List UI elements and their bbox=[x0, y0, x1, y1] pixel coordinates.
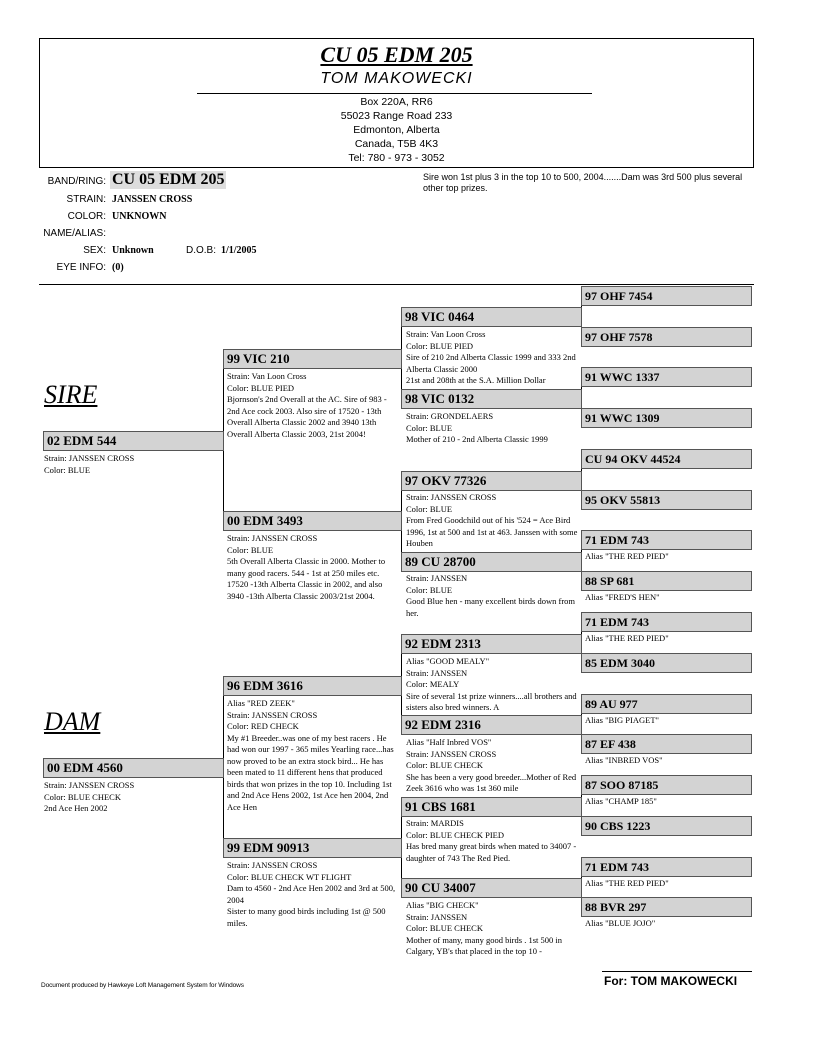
g3-6-alias: Alias "Half Inbred VOS" bbox=[406, 737, 492, 747]
sire-detail-color: Color: BLUE bbox=[44, 464, 91, 475]
g3-2-note: Mother of 210 - 2nd Alberta Classic 1999 bbox=[406, 434, 548, 444]
g3-4-strain: Strain: JANSSEN bbox=[406, 573, 468, 583]
sire-detail-strain: Strain: JANSSEN CROSS bbox=[44, 453, 135, 463]
g2-box-1: 99 VIC 210 bbox=[223, 349, 402, 369]
g4-box-2: 97 OHF 7578 bbox=[581, 327, 752, 347]
strain-label: STRAIN: bbox=[66, 194, 106, 205]
g2-box-2: 00 EDM 3493 bbox=[223, 511, 402, 531]
strain-value: JANSSEN CROSS bbox=[112, 194, 193, 205]
g3-5-alias: Alias "GOOD MEALY" bbox=[406, 656, 490, 666]
g3-details-5 bbox=[406, 656, 578, 714]
color-value: UNKNOWN bbox=[112, 211, 167, 222]
pedigree-notes: Sire won 1st plus 3 in the top 10 to 500, 2004.......Dam was 3rd 500 plus several other top prizes. bbox=[423, 172, 743, 193]
sire-heading: SIRE bbox=[44, 380, 98, 409]
g2-2-note: 5th Overall Alberta Classic in 2000. Mother to many good racers. 544 - 1st at 250 miles etc. 17520 -13th Alberta Classic in 2002, and also 3940 -13th Alberta Classic 2003/21st 2004. bbox=[227, 556, 386, 601]
g4-box-10: 85 EDM 3040 bbox=[581, 653, 752, 673]
dam-detail-note: 2nd Ace Hen 2002 bbox=[44, 803, 108, 813]
produced-by-note: Document produced by Hawkeye Loft Management System for Windows bbox=[41, 982, 244, 989]
g3-box-1: 98 VIC 0464 bbox=[401, 307, 582, 327]
g2-details-4 bbox=[227, 860, 399, 940]
g3-6-color: Color: BLUE CHECK bbox=[406, 760, 483, 770]
g2-3-strain: Strain: JANSSEN CROSS bbox=[227, 709, 318, 720]
g3-8-alias: Alias "BIG CHECK" bbox=[406, 900, 479, 910]
g3-box-8: 90 CU 34007 bbox=[401, 878, 582, 898]
g4-box-9: 71 EDM 743 bbox=[581, 612, 752, 632]
dob-label: D.O.B: bbox=[186, 245, 217, 256]
header-rule bbox=[197, 93, 592, 94]
g4-box-6: 95 OKV 55813 bbox=[581, 490, 752, 510]
g4-alias-9: Alias "THE RED PIED" bbox=[585, 633, 669, 643]
sex-value: Unknown bbox=[112, 245, 154, 256]
name-alias-label: NAME/ALIAS: bbox=[43, 228, 106, 239]
dam-details bbox=[44, 780, 222, 815]
address-line-2: 55023 Range Road 233 bbox=[340, 110, 453, 122]
address-line-5: Tel: 780 - 973 - 3052 bbox=[348, 152, 445, 164]
address-line-4: Canada, T5B 4K3 bbox=[354, 138, 439, 150]
g2-box-4: 99 EDM 90913 bbox=[223, 838, 402, 858]
g3-details-1 bbox=[406, 329, 578, 387]
dam-band: 00 EDM 4560 bbox=[43, 758, 224, 778]
g2-4-strain: Strain: JANSSEN CROSS bbox=[227, 860, 318, 870]
g3-7-note: Has bred many great birds when mated to 34007 - daughter of 743 The Red Pied. bbox=[406, 841, 577, 863]
g2-1-color: Color: BLUE PIED bbox=[227, 382, 295, 393]
g2-3-note: My #1 Breeder..was one of my best racers . He had won our 1997 - 365 miles Yearling race...has now proved to be an extra stock bird... He has been mated to 11 different hens that produced birds that won prizes in the top 10. Including 1st and 2nd Ace Hens 2002, 1st Ace hen 2004, 2nd Ace Hen bbox=[227, 732, 394, 812]
g4-box-15: 71 EDM 743 bbox=[581, 857, 752, 877]
g4-box-14: 90 CBS 1223 bbox=[581, 816, 752, 836]
g2-2-strain: Strain: JANSSEN CROSS bbox=[227, 533, 318, 543]
g3-7-strain: Strain: MARDIS bbox=[406, 818, 464, 828]
g3-5-strain: Strain: JANSSEN bbox=[406, 667, 468, 678]
dam-detail-color: Color: BLUE CHECK bbox=[44, 791, 121, 802]
g2-1-note: Bjornson's 2nd Overall at the AC. Sire of 983 - 2nd Ace cock 2003. Also sire of 17520 - 13th Overall Alberta Classic 2002 and 3940 13th Overall Alberta Classic 2003, 21st 2004! bbox=[227, 394, 387, 439]
g2-box-3: 96 EDM 3616 bbox=[223, 676, 402, 696]
band-label: BAND/RING: bbox=[47, 176, 106, 187]
g4-box-7: 71 EDM 743 bbox=[581, 530, 752, 550]
dam-heading: DAM bbox=[44, 707, 101, 736]
g4-alias-7: Alias "THE RED PIED" bbox=[585, 551, 669, 561]
g4-alias-11: Alias "BIG PIAGET" bbox=[585, 715, 659, 725]
g3-box-4: 89 CU 28700 bbox=[401, 552, 582, 572]
address-line-3: Edmonton, Alberta bbox=[353, 124, 440, 136]
g4-box-13: 87 SOO 87185 bbox=[581, 775, 752, 795]
g3-8-color: Color: BLUE CHECK bbox=[406, 923, 483, 933]
band-title: CU 05 EDM 205 bbox=[320, 42, 473, 67]
g2-4-color: Color: BLUE CHECK WT FLIGHT bbox=[227, 871, 352, 882]
for-owner: For: TOM MAKOWECKI bbox=[604, 974, 738, 988]
g4-box-4: 91 WWC 1309 bbox=[581, 408, 752, 428]
g3-box-2: 98 VIC 0132 bbox=[401, 389, 582, 409]
g2-3-color: Color: RED CHECK bbox=[227, 721, 299, 731]
g4-box-16: 88 BVR 297 bbox=[581, 897, 752, 917]
g3-details-6 bbox=[406, 737, 578, 795]
g2-details-1 bbox=[227, 371, 399, 489]
g4-box-8: 88 SP 681 bbox=[581, 571, 752, 591]
address-line-1: Box 220A, RR6 bbox=[360, 96, 433, 108]
g3-3-note: From Fred Goodchild out of his '524 = Ace Bird 1996, 1st at 500 and 1st at 463. Janssen with some Houben bbox=[406, 515, 578, 548]
g4-box-11: 89 AU 977 bbox=[581, 694, 752, 714]
g2-2-color: Color: BLUE bbox=[227, 544, 274, 555]
owner-name: TOM MAKOWECKI bbox=[320, 70, 473, 87]
g4-alias-16: Alias "BLUE JOJO" bbox=[585, 918, 656, 928]
g2-1-strain: Strain: Van Loon Cross bbox=[227, 371, 307, 381]
g3-box-3: 97 OKV 77326 bbox=[401, 471, 582, 491]
g3-2-color: Color: BLUE bbox=[406, 422, 453, 433]
g4-alias-8: Alias "FRED'S HEN" bbox=[585, 592, 660, 602]
g3-5-color: Color: MEALY bbox=[406, 679, 460, 689]
g4-alias-15: Alias "THE RED PIED" bbox=[585, 878, 669, 888]
g3-6-strain: Strain: JANSSEN CROSS bbox=[406, 748, 497, 759]
g3-box-7: 91 CBS 1681 bbox=[401, 797, 582, 817]
sex-label: SEX: bbox=[83, 245, 106, 256]
header-box bbox=[39, 38, 754, 168]
g4-box-3: 91 WWC 1337 bbox=[581, 367, 752, 387]
g3-details-4 bbox=[406, 573, 578, 629]
sire-band: 02 EDM 544 bbox=[43, 431, 224, 451]
g3-1-note-2: 21st and 208th at the S.A. Million Dollar bbox=[406, 375, 546, 385]
g3-1-strain: Strain: Van Loon Cross bbox=[406, 329, 486, 339]
dam-detail-strain: Strain: JANSSEN CROSS bbox=[44, 780, 135, 790]
g3-3-color: Color: BLUE bbox=[406, 503, 453, 514]
g3-1-note: Sire of 210 2nd Alberta Classic 1999 and 333 2nd Alberta Classic 2000 bbox=[406, 352, 576, 374]
g3-4-color: Color: BLUE bbox=[406, 584, 453, 595]
g4-alias-13: Alias "CHAMP 185" bbox=[585, 796, 657, 806]
band-value: CU 05 EDM 205 bbox=[112, 171, 225, 188]
g2-details-3 bbox=[227, 698, 399, 828]
g3-box-5: 92 EDM 2313 bbox=[401, 634, 582, 654]
g3-8-note: Mother of many, many good birds . 1st 500 in Calgary, YB's that placed in the top 10 - bbox=[406, 934, 562, 956]
color-label: COLOR: bbox=[67, 211, 106, 222]
g3-3-strain: Strain: JANSSEN CROSS bbox=[406, 492, 497, 502]
g2-4-note-2: Sister to many good birds including 1st @ 500 miles. bbox=[227, 906, 386, 928]
g3-details-7 bbox=[406, 818, 578, 876]
g2-3-alias: Alias "RED ZEEK" bbox=[227, 698, 295, 708]
sire-details bbox=[44, 453, 222, 476]
g2-4-note: Dam to 4560 - 2nd Ace Hen 2002 and 3rd at 500, 2004 bbox=[227, 883, 396, 905]
eye-info-label: EYE INFO: bbox=[56, 262, 106, 273]
g3-details-8 bbox=[406, 900, 578, 960]
g4-box-5: CU 94 OKV 44524 bbox=[581, 449, 752, 469]
g3-4-note: Good Blue hen - many excellent birds down from her. bbox=[406, 596, 576, 618]
g3-5-note: Sire of several 1st prize winners....all brothers and sisters also bred winners. A bbox=[406, 690, 577, 712]
g3-details-3 bbox=[406, 492, 578, 550]
section-divider bbox=[39, 284, 754, 285]
g3-box-6: 92 EDM 2316 bbox=[401, 715, 582, 735]
g3-8-strain: Strain: JANSSEN bbox=[406, 911, 468, 922]
g2-details-2 bbox=[227, 533, 399, 651]
g3-6-note: She has been a very good breeder...Mother of Red Zeek 3616 who was 1st 360 mile bbox=[406, 771, 577, 793]
eye-info-value: (0) bbox=[112, 262, 124, 273]
g4-box-1: 97 OHF 7454 bbox=[581, 286, 752, 306]
g3-7-color: Color: BLUE CHECK PIED bbox=[406, 829, 504, 840]
g3-2-strain: Strain: GRONDELAERS bbox=[406, 411, 494, 421]
g3-details-2 bbox=[406, 411, 578, 467]
g3-1-color: Color: BLUE PIED bbox=[406, 340, 474, 351]
g4-alias-12: Alias "INBRED VOS" bbox=[585, 755, 663, 765]
for-rule bbox=[602, 971, 752, 972]
g4-box-12: 87 EF 438 bbox=[581, 734, 752, 754]
dob-value: 1/1/2005 bbox=[221, 245, 257, 256]
